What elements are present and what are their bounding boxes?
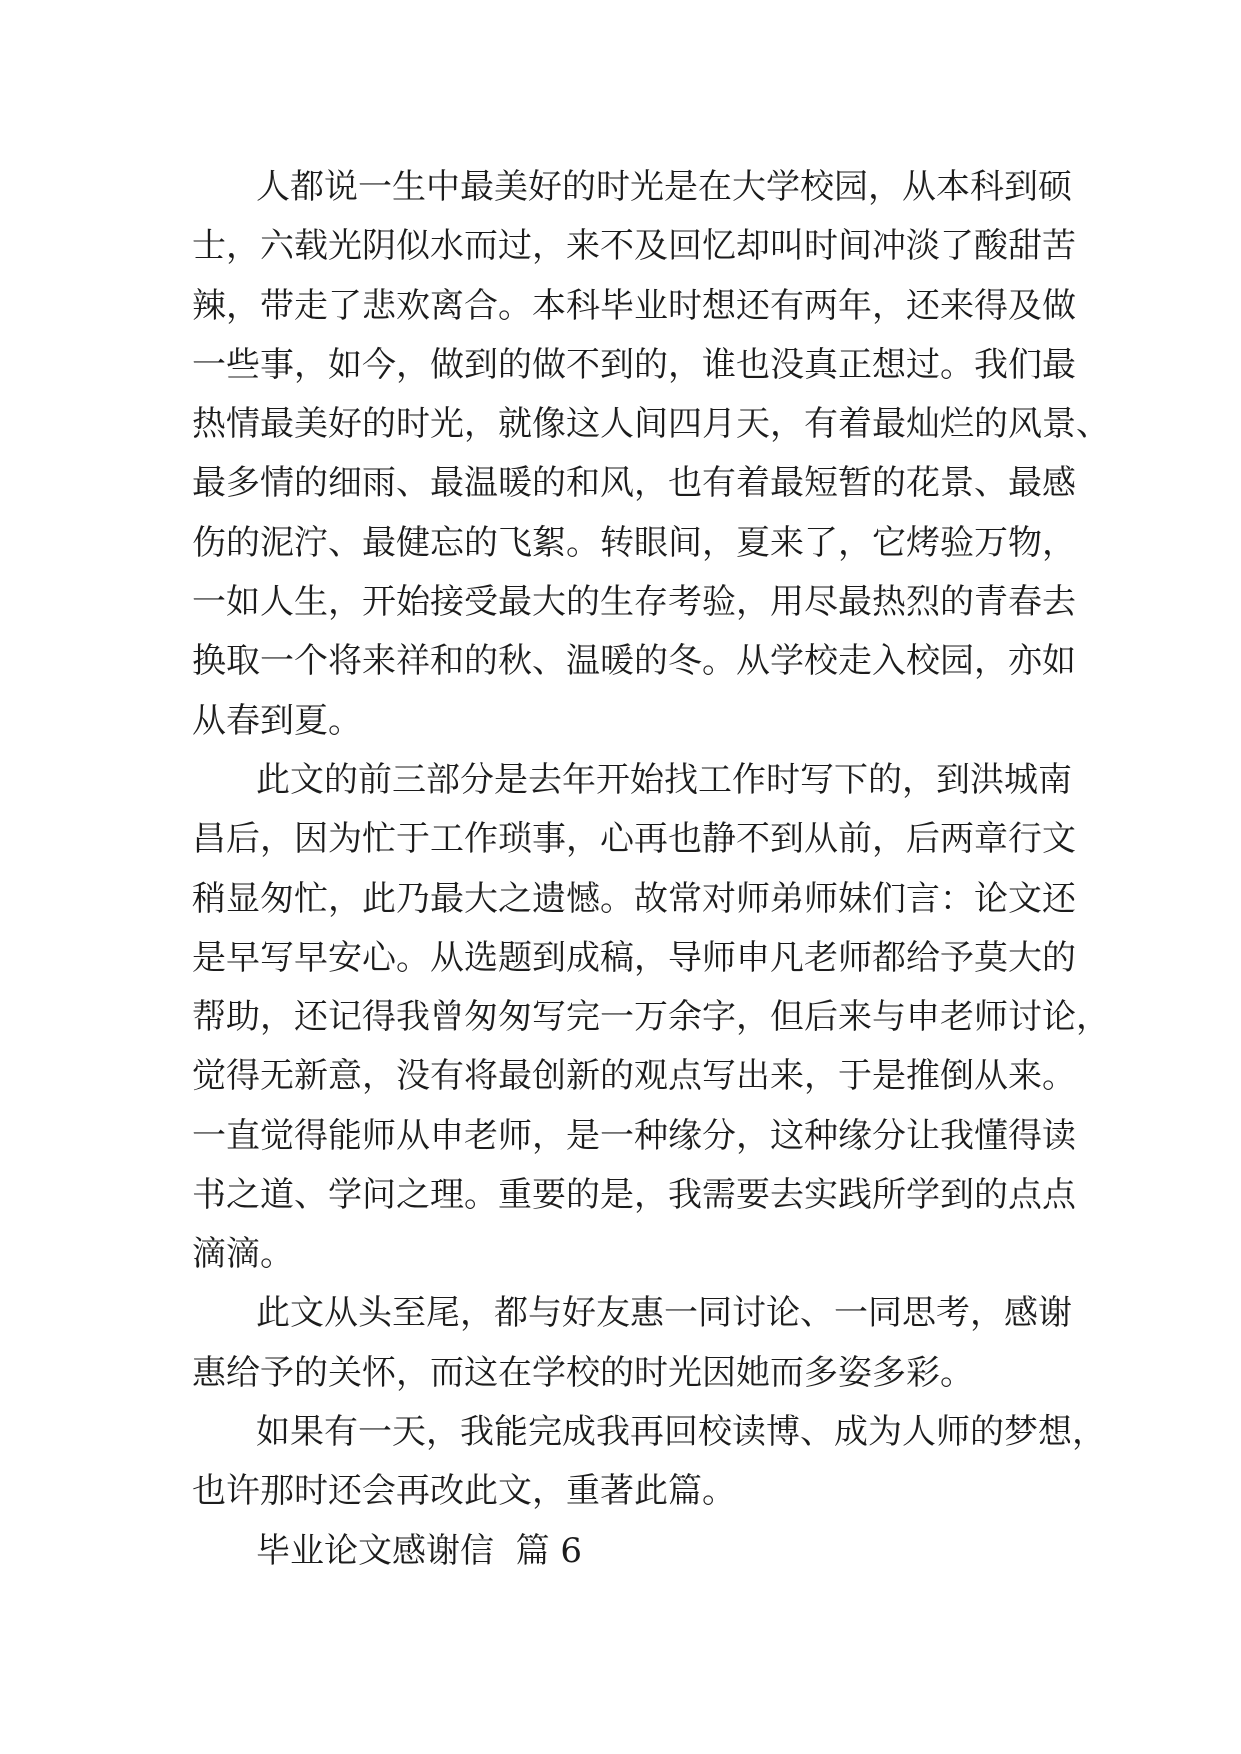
text-line-12: 昌后，因为忙于工作琐事，心再也静不到从前，后两章行文	[192, 819, 1076, 859]
text-line-11: 此文的前三部分是去年开始找工作时写下的，到洪城南	[256, 760, 1072, 800]
text-line-1: 人都说一生中最美好的时光是在大学校园，从本科到硕	[256, 167, 1072, 207]
text-line-7: 伤的泥泞、最健忘的飞絮。转眼间，夏来了，它烤验万物，	[192, 523, 1076, 563]
text-line-15: 帮助，还记得我曾匆匆写完一万余字，但后来与申老师讨论，	[192, 997, 1110, 1037]
text-line-17: 一直觉得能师从申老师，是一种缘分，这种缘分让我懂得读	[192, 1116, 1076, 1156]
text-line-3: 辣，带走了悲欢离合。本科毕业时想还有两年，还来得及做	[192, 286, 1076, 326]
text-line-14: 是早写早安心。从选题到成稿，导师申凡老师都给予莫大的	[192, 938, 1076, 978]
text-line-13: 稍显匆忙，此乃最大之遗憾。故常对师弟师妹们言：论文还	[192, 879, 1076, 919]
text-line-16: 觉得无新意，没有将最创新的观点写出来，于是推倒从来。	[192, 1056, 1076, 1096]
text-line-22: 如果有一天，我能完成我再回校读博、成为人师的梦想，	[256, 1412, 1106, 1452]
text-line-6: 最多情的细雨、最温暖的和风，也有着最短暂的花景、最感	[192, 463, 1076, 503]
text-line-8: 一如人生，开始接受最大的生存考验，用尽最热烈的青春去	[192, 582, 1076, 622]
text-line-20: 此文从头至尾，都与好友惠一同讨论、一同思考，感谢	[256, 1293, 1072, 1333]
text-line-19: 滴滴。	[192, 1234, 294, 1274]
text-line-23: 也许那时还会再改此文，重著此篇。	[192, 1471, 736, 1511]
text-line-9: 换取一个将来祥和的秋、温暖的冬。从学校走入校园，亦如	[192, 641, 1076, 681]
text-line-21: 惠给予的关怀，而这在学校的时光因她而多姿多彩。	[192, 1353, 974, 1393]
section-heading: 毕业论文感谢信 篇 6	[256, 1531, 583, 1571]
text-line-10: 从春到夏。	[192, 701, 362, 741]
text-line-2: 士，六载光阴似水而过，来不及回忆却叫时间冲淡了酸甜苦	[192, 226, 1076, 266]
text-line-18: 书之道、学问之理。重要的是，我需要去实践所学到的点点	[192, 1175, 1076, 1215]
text-line-4: 一些事，如今，做到的做不到的，谁也没真正想过。我们最	[192, 345, 1076, 385]
text-line-5: 热情最美好的时光，就像这人间四月天，有着最灿烂的风景、	[192, 404, 1110, 444]
